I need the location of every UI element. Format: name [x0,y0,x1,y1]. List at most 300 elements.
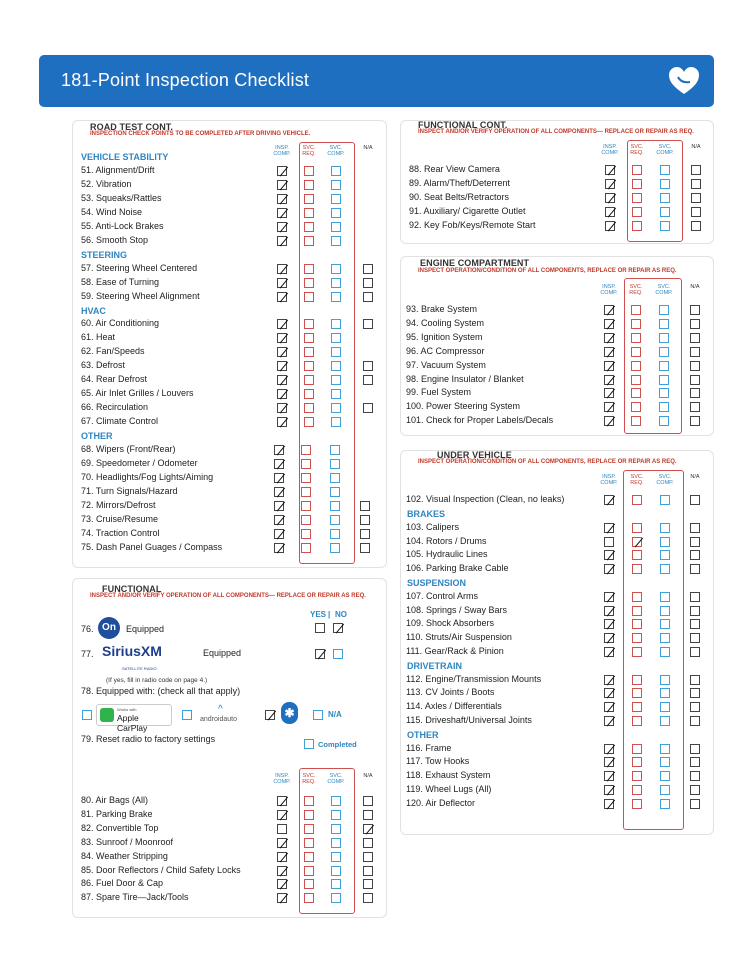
item77-yes-checkbox[interactable] [315,649,325,659]
insp-column-header: INSP. COMP. [600,284,618,296]
insp-comp-checkbox[interactable] [604,744,614,754]
svc-comp-checkbox[interactable] [659,319,669,329]
insp-comp-checkbox[interactable] [604,633,614,643]
svc-comp-checkbox[interactable] [331,893,341,903]
insp-comp-checkbox[interactable] [604,550,614,560]
insp-comp-checkbox[interactable] [604,523,614,533]
svc-req-checkbox[interactable] [301,543,311,553]
na-checkbox[interactable] [690,757,700,767]
svc-comp-checkbox[interactable] [330,529,340,539]
siriusxm-logo: SiriusXM $^{SATELLITE RADIO}$ [102,643,162,671]
svc-req-checkbox[interactable] [304,319,314,329]
category-heading: SUSPENSION [407,578,467,588]
svc-comp-checkbox[interactable] [330,487,340,497]
checklist-item-label: 63. Defrost [81,360,126,371]
checklist-item-label: 85. Door Reflectors / Child Safety Locks [81,864,241,875]
insp-comp-checkbox[interactable] [277,879,287,889]
svc-req-checkbox[interactable] [632,619,642,629]
checklist-item-label: 120. Air Deflector [406,797,476,808]
svc-comp-checkbox[interactable] [660,193,670,203]
svc-comp-checkbox[interactable] [331,236,341,246]
category-heading: VEHICLE STABILITY [81,152,169,162]
insp-comp-checkbox[interactable] [604,785,614,795]
svc-comp-checkbox[interactable] [660,165,670,175]
insp-comp-checkbox[interactable] [277,236,287,246]
checklist-item-label: 101. Check for Proper Labels/Decals [406,415,554,426]
svc-comp-checkbox[interactable] [660,744,670,754]
svc-req-checkbox[interactable] [304,796,314,806]
svc-req-checkbox[interactable] [632,537,642,547]
svc-comp-checkbox[interactable] [660,799,670,809]
svc-req-checkbox[interactable] [304,810,314,820]
checklist-item-label: 75. Dash Panel Guages / Compass [81,542,223,553]
insp-comp-checkbox[interactable] [277,810,287,820]
svc-req-checkbox[interactable] [304,166,314,176]
insp-comp-checkbox[interactable] [605,221,615,231]
svc-req-checkbox[interactable] [301,459,311,469]
reset-completed-checkbox[interactable] [304,739,314,749]
svc-comp-checkbox[interactable] [660,495,670,505]
na-checkbox[interactable] [363,278,373,288]
svc-req-checkbox[interactable] [632,193,642,203]
svc-comp-checkbox[interactable] [660,633,670,643]
item76-no-checkbox[interactable] [333,623,343,633]
na-checkbox[interactable] [690,785,700,795]
svc-req-checkbox[interactable] [631,375,641,385]
svc-comp-checkbox[interactable] [660,619,670,629]
na-checkbox[interactable] [690,537,700,547]
svc-comp-checkbox[interactable] [660,523,670,533]
na-checkbox[interactable] [690,416,700,426]
insp-comp-checkbox[interactable] [605,179,615,189]
insp-comp-checkbox[interactable] [604,647,614,657]
svc-req-checkbox[interactable] [631,361,641,371]
svc-comp-checkbox[interactable] [660,702,670,712]
svc-req-checkbox[interactable] [632,221,642,231]
checklist-item-label: 98. Engine Insulator / Blanket [406,373,524,384]
svc-req-checkbox[interactable] [632,633,642,643]
category-heading: OTHER [407,729,439,740]
item77-no-checkbox[interactable] [333,649,343,659]
svc-comp-column-header: SVC. COMP. [656,474,674,486]
svc-comp-checkbox[interactable] [660,757,670,767]
insp-comp-checkbox[interactable] [277,403,287,413]
svc-req-checkbox[interactable] [632,207,642,217]
insp-comp-checkbox[interactable] [277,166,287,176]
svc-req-checkbox[interactable] [632,771,642,781]
insp-comp-checkbox[interactable] [604,702,614,712]
svc-comp-checkbox[interactable] [331,375,341,385]
svc-comp-checkbox[interactable] [331,278,341,288]
svc-comp-checkbox[interactable] [659,361,669,371]
checklist-item-label: 102. Visual Inspection (Clean, no leaks) [406,494,565,504]
insp-comp-checkbox[interactable] [604,799,614,809]
na-checkbox[interactable] [691,221,701,231]
engine-title: ENGINE COMPARTMENT [420,258,530,268]
na-checkbox[interactable] [363,824,373,834]
svc-comp-checkbox[interactable] [331,389,341,399]
insp-comp-checkbox[interactable] [604,402,614,412]
checklist-item-label: 100. Power Steering System [406,401,521,412]
svc-comp-checkbox[interactable] [659,416,669,426]
insp-comp-checkbox[interactable] [274,501,284,511]
insp-comp-checkbox[interactable] [277,866,287,876]
na-column-header: N/A [363,773,373,779]
na-checkbox[interactable] [363,810,373,820]
na-checkbox[interactable] [363,879,373,889]
insp-comp-checkbox[interactable] [604,333,614,343]
svc-req-checkbox[interactable] [632,785,642,795]
svc-req-checkbox[interactable] [304,838,314,848]
svc-comp-checkbox[interactable] [331,333,341,343]
na-checkbox[interactable] [363,319,373,329]
insp-comp-checkbox[interactable] [277,389,287,399]
insp-comp-checkbox[interactable] [277,222,287,232]
insp-comp-checkbox[interactable] [604,361,614,371]
insp-comp-checkbox[interactable] [604,716,614,726]
insp-comp-checkbox[interactable] [604,388,614,398]
checklist-item-label: 96. AC Compressor [406,345,485,356]
insp-comp-checkbox[interactable] [604,564,614,574]
functional-cont-subtitle: INSPECT AND/OR VERIFY OPERATION OF ALL COMPONENTS— REPLACE OR REPAIR AS REQ. [418,129,694,135]
svc-comp-checkbox[interactable] [331,347,341,357]
na-checkbox[interactable] [363,838,373,848]
checklist-item-label: 115. Driveshaft/Universal Joints [406,715,532,725]
na-checkbox[interactable] [690,402,700,412]
carplay-checkbox[interactable] [82,710,92,720]
svc-comp-checkbox[interactable] [660,606,670,616]
svc-comp-checkbox[interactable] [331,417,341,427]
svc-req-checkbox[interactable] [632,716,642,726]
svc-req-checkbox[interactable] [304,824,314,834]
insp-comp-checkbox[interactable] [277,264,287,274]
checklist-item-label: 106. Parking Brake Cable [406,563,509,574]
checklist-item-label: 65. Air Inlet Grilles / Louvers [81,388,194,399]
svc-req-checkbox[interactable] [631,347,641,357]
insp-comp-checkbox[interactable] [277,852,287,862]
android-auto-checkbox[interactable] [182,710,192,720]
svc-req-checkbox[interactable] [631,402,641,412]
svc-comp-checkbox[interactable] [331,166,341,176]
svc-req-checkbox[interactable] [301,473,311,483]
svc-req-checkbox[interactable] [304,222,314,232]
insp-comp-checkbox[interactable] [604,495,614,505]
svc-comp-checkbox[interactable] [660,716,670,726]
checklist-item-label: 94. Cooling System [406,317,485,328]
svc-req-checkbox[interactable] [301,501,311,511]
svc-comp-checkbox[interactable] [331,361,341,371]
na-checkbox[interactable] [363,403,373,413]
svc-req-checkbox[interactable] [632,523,642,533]
checklist-item-label: 73. Cruise/Resume [81,514,159,525]
svc-req-checkbox[interactable] [301,529,311,539]
insp-comp-checkbox[interactable] [604,771,614,781]
na-column-header: N/A [690,474,700,480]
na-checkbox[interactable] [363,292,373,302]
insp-comp-checkbox[interactable] [277,824,287,834]
svc-comp-checkbox[interactable] [660,550,670,560]
svc-comp-checkbox[interactable] [659,305,669,315]
svc-req-checkbox[interactable] [304,180,314,190]
svc-req-checkbox[interactable] [631,333,641,343]
svc-comp-checkbox[interactable] [659,347,669,357]
na-checkbox[interactable] [690,675,700,685]
na-checkbox[interactable] [363,361,373,371]
na-checkbox[interactable] [363,866,373,876]
na-checkbox[interactable] [690,361,700,371]
insp-comp-checkbox[interactable] [604,416,614,426]
svc-comp-checkbox[interactable] [330,501,340,511]
insp-comp-checkbox[interactable] [274,543,284,553]
svc-req-checkbox[interactable] [304,879,314,889]
svc-comp-checkbox[interactable] [660,207,670,217]
insp-comp-checkbox[interactable] [274,487,284,497]
na-checkbox[interactable] [691,207,701,217]
na-checkbox[interactable] [690,688,700,698]
insp-comp-checkbox[interactable] [604,606,614,616]
insp-comp-checkbox[interactable] [277,292,287,302]
svc-req-checkbox[interactable] [632,592,642,602]
na-checkbox[interactable] [690,619,700,629]
svc-comp-checkbox[interactable] [330,445,340,455]
na-checkbox[interactable] [691,193,701,203]
svc-req-checkbox[interactable] [632,799,642,809]
svc-comp-checkbox[interactable] [330,515,340,525]
svc-req-checkbox[interactable] [301,487,311,497]
svc-comp-checkbox[interactable] [331,180,341,190]
insp-comp-checkbox[interactable] [277,375,287,385]
na-checkbox[interactable] [363,893,373,903]
svc-comp-checkbox[interactable] [331,403,341,413]
insp-comp-checkbox[interactable] [604,688,614,698]
na-checkbox[interactable] [690,388,700,398]
insp-comp-checkbox[interactable] [604,537,614,547]
svc-req-checkbox[interactable] [304,893,314,903]
svc-req-checkbox[interactable] [304,417,314,427]
insp-comp-checkbox[interactable] [277,893,287,903]
svc-comp-checkbox[interactable] [331,264,341,274]
svc-comp-checkbox[interactable] [660,647,670,657]
na-checkbox[interactable] [690,305,700,315]
insp-comp-checkbox[interactable] [274,445,284,455]
svc-comp-checkbox[interactable] [331,222,341,232]
svc-req-checkbox[interactable] [304,208,314,218]
svc-req-checkbox[interactable] [304,866,314,876]
item78-na-checkbox[interactable] [313,710,323,720]
insp-comp-checkbox[interactable] [604,675,614,685]
na-checkbox[interactable] [691,179,701,189]
svc-req-checkbox[interactable] [632,675,642,685]
svc-comp-checkbox[interactable] [331,194,341,204]
svc-req-checkbox[interactable] [304,264,314,274]
insp-comp-checkbox[interactable] [277,417,287,427]
svc-req-checkbox[interactable] [631,416,641,426]
na-checkbox[interactable] [363,264,373,274]
svc-comp-checkbox[interactable] [331,810,341,820]
checklist-item-label: 90. Seat Belts/Retractors [409,192,510,202]
svc-comp-checkbox[interactable] [660,537,670,547]
svc-comp-checkbox[interactable] [660,771,670,781]
svc-comp-checkbox[interactable] [660,688,670,698]
insp-comp-checkbox[interactable] [274,473,284,483]
na-column-header: N/A [691,144,701,150]
svc-req-checkbox[interactable] [304,278,314,288]
svc-comp-checkbox[interactable] [331,866,341,876]
na-checkbox[interactable] [690,347,700,357]
insp-comp-checkbox[interactable] [277,838,287,848]
svc-comp-checkbox[interactable] [331,838,341,848]
na-checkbox[interactable] [690,702,700,712]
bluetooth-checkbox[interactable] [265,710,275,720]
item77-text: Equipped [203,648,242,658]
na-checkbox[interactable] [690,606,700,616]
insp-comp-checkbox[interactable] [277,278,287,288]
svc-req-checkbox[interactable] [304,389,314,399]
na-checkbox[interactable] [360,529,370,539]
na-checkbox[interactable] [690,771,700,781]
checklist-item-label: 61. Heat [81,332,116,343]
na-checkbox[interactable] [363,796,373,806]
na-checkbox[interactable] [690,333,700,343]
svc-comp-checkbox[interactable] [331,319,341,329]
insp-comp-checkbox[interactable] [277,208,287,218]
svc-req-checkbox[interactable] [304,333,314,343]
checklist-item-label: 54. Wind Noise [81,206,143,217]
svc-comp-checkbox[interactable] [330,459,340,469]
checklist-item-label: 97. Vacuum System [406,359,486,370]
na-checkbox[interactable] [360,501,370,511]
svc-comp-checkbox[interactable] [660,179,670,189]
na-checkbox[interactable] [690,319,700,329]
svc-req-checkbox[interactable] [632,702,642,712]
svc-comp-checkbox[interactable] [331,208,341,218]
svc-comp-checkbox[interactable] [659,402,669,412]
svc-comp-checkbox[interactable] [660,785,670,795]
svc-comp-checkbox[interactable] [659,375,669,385]
svc-req-checkbox[interactable] [301,515,311,525]
na-checkbox[interactable] [690,592,700,602]
svc-req-checkbox[interactable] [632,688,642,698]
svc-comp-checkbox[interactable] [660,564,670,574]
svc-comp-checkbox[interactable] [331,796,341,806]
svc-req-checkbox[interactable] [304,347,314,357]
insp-comp-checkbox[interactable] [604,319,614,329]
na-checkbox[interactable] [690,564,700,574]
insp-comp-checkbox[interactable] [605,165,615,175]
insp-comp-checkbox[interactable] [605,207,615,217]
insp-comp-checkbox[interactable] [604,347,614,357]
na-checkbox[interactable] [690,716,700,726]
na-checkbox[interactable] [360,543,370,553]
svc-comp-checkbox[interactable] [330,473,340,483]
svc-comp-checkbox[interactable] [660,675,670,685]
insp-comp-checkbox[interactable] [277,319,287,329]
svc-req-checkbox[interactable] [632,550,642,560]
insp-comp-checkbox[interactable] [277,796,287,806]
na-checkbox[interactable] [363,375,373,385]
insp-comp-checkbox[interactable] [274,529,284,539]
svc-req-checkbox[interactable] [304,403,314,413]
yes-label: YES [310,610,327,619]
na-checkbox[interactable] [691,165,701,175]
insp-comp-checkbox[interactable] [274,459,284,469]
na-checkbox[interactable] [690,375,700,385]
na-checkbox[interactable] [690,647,700,657]
svc-comp-checkbox[interactable] [659,333,669,343]
insp-comp-checkbox[interactable] [277,180,287,190]
svc-req-checkbox[interactable] [632,165,642,175]
insp-comp-checkbox[interactable] [604,592,614,602]
na-checkbox[interactable] [690,495,700,505]
svc-comp-checkbox[interactable] [331,824,341,834]
insp-comp-checkbox[interactable] [604,305,614,315]
svc-req-checkbox[interactable] [304,194,314,204]
svc-comp-column-header: SVC. COMP. [327,145,345,157]
svc-req-checkbox[interactable] [632,564,642,574]
na-checkbox[interactable] [690,633,700,643]
svc-req-checkbox[interactable] [632,179,642,189]
insp-comp-checkbox[interactable] [277,347,287,357]
svc-req-checkbox[interactable] [631,388,641,398]
item76-yes-checkbox[interactable] [315,623,325,633]
svc-req-checkbox[interactable] [304,236,314,246]
checklist-item-label: 117. Tow Hooks [406,756,470,767]
svc-req-checkbox[interactable] [631,319,641,329]
insp-comp-checkbox[interactable] [605,193,615,203]
insp-comp-checkbox[interactable] [604,757,614,767]
na-checkbox[interactable] [690,523,700,533]
svc-comp-checkbox[interactable] [660,592,670,602]
svc-req-checkbox[interactable] [632,606,642,616]
svc-comp-column-header: SVC. COMP. [327,773,345,785]
svc-req-checkbox[interactable] [304,852,314,862]
checklist-item-label: 51. Alignment/Drift [81,164,155,175]
na-checkbox[interactable] [360,515,370,525]
svc-comp-column-header: SVC. COMP. [656,144,674,156]
svc-comp-checkbox[interactable] [331,292,341,302]
svc-req-checkbox[interactable] [631,305,641,315]
svc-req-checkbox[interactable] [301,445,311,455]
svc-comp-checkbox[interactable] [331,852,341,862]
insp-comp-checkbox[interactable] [604,375,614,385]
insp-comp-checkbox[interactable] [277,194,287,204]
insp-comp-checkbox[interactable] [277,333,287,343]
checklist-item-label: 66. Recirculation [81,402,149,413]
svc-comp-checkbox[interactable] [659,388,669,398]
insp-comp-checkbox[interactable] [604,619,614,629]
svc-comp-checkbox[interactable] [660,221,670,231]
na-checkbox[interactable] [363,852,373,862]
na-checkbox[interactable] [690,799,700,809]
insp-comp-checkbox[interactable] [274,515,284,525]
svc-req-checkbox[interactable] [304,361,314,371]
checklist-item-label: 108. Springs / Sway Bars [406,604,508,615]
checklist-item-label: 87. Spare Tire—Jack/Tools [81,892,189,903]
svc-req-checkbox[interactable] [304,292,314,302]
na-checkbox[interactable] [690,550,700,560]
svc-comp-checkbox[interactable] [331,879,341,889]
checklist-item-label: 57. Steering Wheel Centered [81,262,198,273]
svc-req-checkbox[interactable] [304,375,314,385]
svc-req-checkbox[interactable] [632,495,642,505]
checklist-item-label: 89. Alarm/Theft/Deterrent [409,178,511,188]
svc-req-checkbox[interactable] [632,647,642,657]
svc-comp-checkbox[interactable] [330,543,340,553]
svc-req-checkbox[interactable] [632,744,642,754]
insp-comp-checkbox[interactable] [277,361,287,371]
svc-req-checkbox[interactable] [632,757,642,767]
na-checkbox[interactable] [690,744,700,754]
